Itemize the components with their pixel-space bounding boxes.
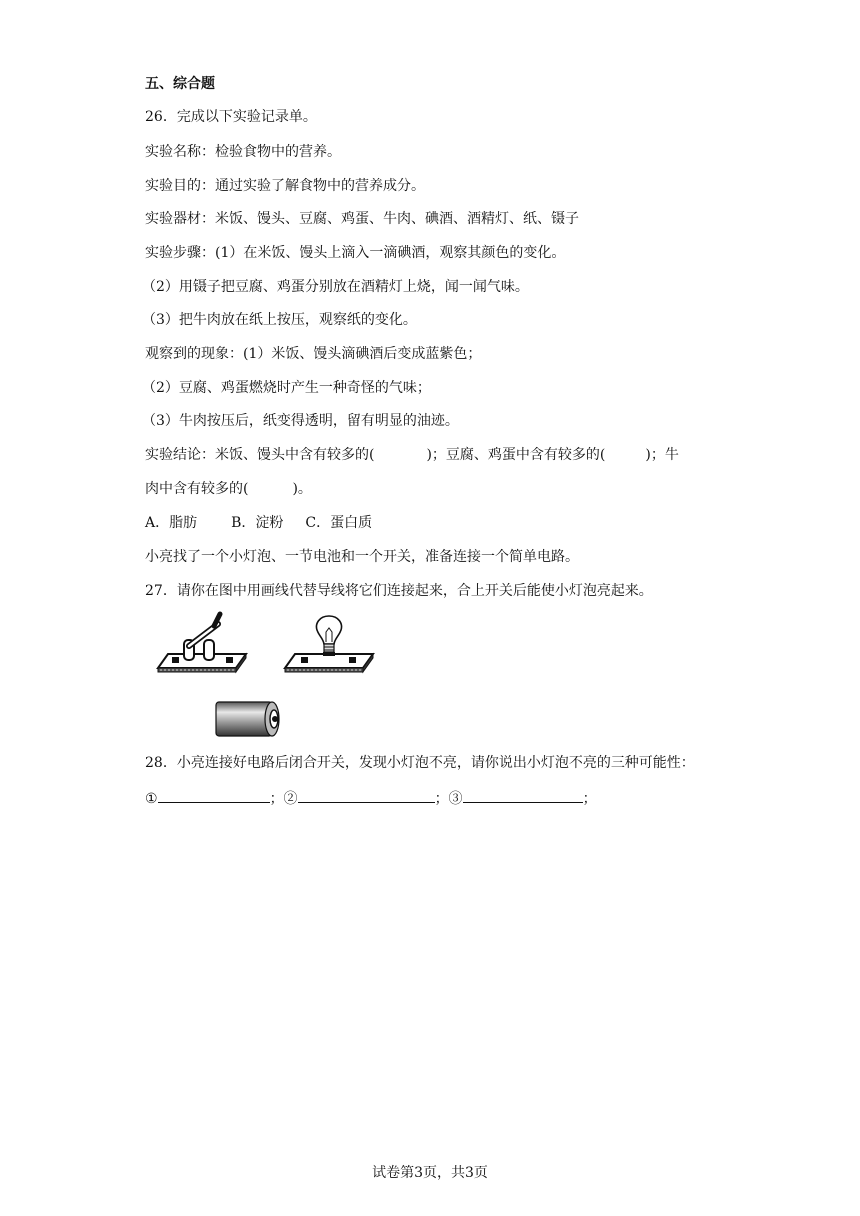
- conclusion-line-2: [145, 480, 312, 498]
- experiment-name: 实验名称：检验食物中的营养。: [145, 144, 341, 160]
- conclusion-text-d: 肉中含有较多的(: [145, 481, 249, 497]
- experiment-step-3: （3）把牛肉放在纸上按压，观察纸的变化。: [142, 312, 417, 328]
- observation-1: 观察到的现象：(1）米饭、馒头滴碘酒后变成蓝紫色；: [145, 346, 482, 362]
- experiment-step-2: （2）用镊子把豆腐、鸡蛋分别放在酒精灯上烧，闻一闻气味。: [142, 279, 529, 295]
- conclusion-text-c: )；牛: [645, 447, 679, 463]
- experiment-materials: 实验器材：米饭、馒头、豆腐、鸡蛋、牛肉、碘酒、酒精灯、纸、镊子: [145, 211, 579, 227]
- observation-3: （3）牛肉按压后，纸变得透明，留有明显的油迹。: [142, 413, 459, 429]
- answer-end: ；: [582, 791, 597, 807]
- answer-line-3[interactable]: [463, 788, 583, 803]
- q28-text: 28．小亮连接好电路后闭合开关，发现小灯泡不亮，请你说出小灯泡不亮的三种可能性：: [145, 755, 695, 771]
- conclusion-text-e: )。: [292, 481, 312, 497]
- answer-mark-2: ；②: [269, 791, 298, 807]
- battery-figure[interactable]: [212, 698, 286, 740]
- option-a[interactable]: A．脂肪: [145, 515, 198, 531]
- answer-line-2[interactable]: [298, 788, 435, 803]
- experiment-step-1: 实验步骤：(1）在米饭、馒头上滴入一滴碘酒，观察其颜色的变化。: [145, 245, 566, 261]
- observation-2: （2）豆腐、鸡蛋燃烧时产生一种奇怪的气味；: [142, 380, 431, 396]
- q27-text: 27．请你在图中用画线代替导线将它们连接起来，合上开关后能使小灯泡亮起来。: [145, 583, 653, 599]
- q28-answers: [145, 788, 597, 808]
- section-title: 五、综合题: [145, 76, 215, 92]
- conclusion-line-1: [145, 446, 679, 464]
- option-b[interactable]: B．淀粉: [231, 515, 284, 531]
- answer-line-1[interactable]: [158, 788, 270, 803]
- answer-mark-1: ①: [145, 791, 158, 807]
- knife-switch-figure[interactable]: [156, 610, 248, 678]
- options-row: [145, 514, 372, 532]
- experiment-purpose: 实验目的：通过实验了解食物中的营养成分。: [145, 178, 425, 194]
- conclusion-text-a: 实验结论：米饭、馒头中含有较多的(: [145, 447, 375, 463]
- answer-mark-3: ；③: [434, 791, 463, 807]
- option-c[interactable]: C．蛋白质: [305, 515, 373, 531]
- page-footer: 试卷第3页，共3页: [372, 1165, 488, 1181]
- context-text: 小亮找了一个小灯泡、一节电池和一个开关，准备连接一个简单电路。: [145, 549, 579, 565]
- q26-intro: 26．完成以下实验记录单。: [145, 109, 317, 125]
- bulb-figure[interactable]: [283, 612, 375, 678]
- conclusion-text-b: )；豆腐、鸡蛋中含有较多的(: [426, 447, 606, 463]
